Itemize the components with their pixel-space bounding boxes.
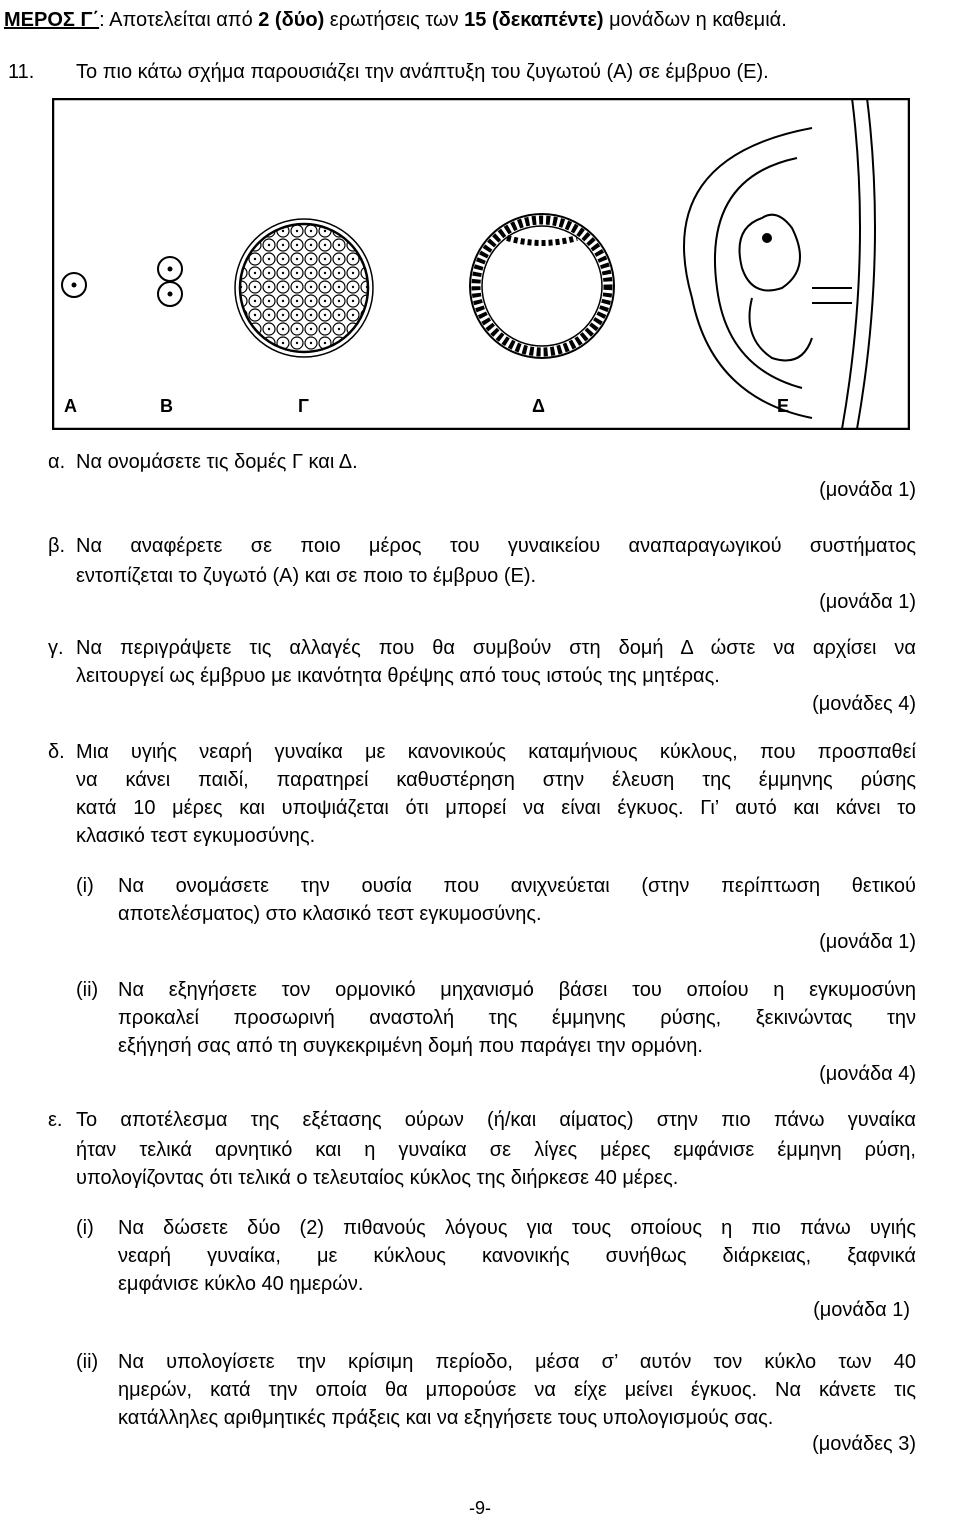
q11e-line1: Το αποτέλεσμα της εξέτασης ούρων (ή/και αίματος) στην πιο πάνω γυναίκα	[76, 1109, 916, 1131]
q11d-ii-line3: εξήγησή σας από τη συγκεκριμένη δομή που παράγει την ορμόνη.	[118, 1035, 703, 1057]
figure-label-g: Γ	[298, 396, 309, 416]
q11e-i-marker: (i)	[76, 1217, 94, 1239]
q11a-marks: (μονάδα 1)	[819, 479, 916, 501]
q11c-line1: Να περιγράψετε τις αλλαγές που θα συμβούν στη δομή Δ ώστε να αρχίσει να	[76, 637, 916, 659]
q11e-marker: ε.	[48, 1109, 63, 1131]
q11d-ii-marks: (μονάδα 4)	[819, 1063, 916, 1085]
q11c-marks: (μονάδες 4)	[812, 693, 916, 715]
q11d-ii-line2: προκαλεί προσωρινή αναστολή της έμμηνης ρύσης, ξεκινώντας την	[118, 1007, 916, 1029]
structure-a-zygote	[62, 273, 86, 297]
q11e-ii-marker: (ii)	[76, 1351, 99, 1373]
figure-label-e: Ε	[777, 396, 790, 416]
q11c-marker: γ.	[48, 637, 64, 659]
figure-label-d: Δ	[532, 396, 545, 416]
page-number: -9-	[469, 1498, 491, 1518]
q11d-i-marker: (i)	[76, 875, 94, 897]
q11e-line3: υπολογίζοντας ότι τελικά ο τελευταίος κύκλος της διήρκεσε 40 μέρες.	[76, 1167, 679, 1189]
structure-g-morula	[235, 219, 373, 357]
q11e-line2: ήταν τελικά αρνητικό και η γυναίκα σε λίγες μέρες εμφάνισε έμμηνη ρύση,	[76, 1139, 916, 1161]
q11e-ii-marks: (μονάδες 3)	[812, 1433, 916, 1455]
q11d-marker: δ.	[48, 741, 65, 763]
q11e-i-marks: (μονάδα 1)	[813, 1299, 910, 1321]
q11e-ii-line1: Να υπολογίσετε την κρίσιμη περίοδο, μέσα σ’ αυτόν τον κύκλο των 40	[118, 1351, 916, 1373]
structure-d-blastocyst	[470, 214, 614, 358]
q11b-line1: Να αναφέρετε σε ποιο μέρος του γυναικείου αναπαραγωγικού συστήματος	[76, 535, 916, 557]
q11e-i-line3: εμφάνισε κύκλο 40 ημερών.	[118, 1273, 364, 1295]
q11c-line2: λειτουργεί ως έμβρυο με ικανότητα θρέψης από τους ιστούς της μητέρας.	[76, 665, 720, 687]
q11a-marker: α.	[48, 451, 66, 473]
question-11-intro: Το πιο κάτω σχήμα παρουσιάζει την ανάπτυξη του ζυγωτού (Α) σε έμβρυο (Ε).	[76, 61, 769, 83]
q11d-line4: κλασικό τεστ εγκυμοσύνης.	[76, 825, 316, 847]
part-label: ΜΕΡΟΣ Γ΄	[4, 9, 100, 31]
figure-label-b: Β	[160, 396, 173, 416]
part-header: ΜΕΡΟΣ Γ΄: Αποτελείται από 2 (δύο) ερωτήσεις των 15 (δεκαπέντε) μονάδων η καθεμιά.	[4, 9, 787, 31]
q11b-marker: β.	[48, 535, 66, 557]
figure-label-a: Α	[64, 396, 77, 416]
q11e-ii-line3: κατάλληλες αριθμητικές πράξεις και να εξηγήσετε τους υπολογισμούς σας.	[118, 1407, 774, 1429]
q11e-i-line2: νεαρή γυναίκα, με κύκλους κανονικής συνήθως διάρκειας, ξαφνικά	[118, 1245, 916, 1267]
q11d-i-line1: Να ονομάσετε την ουσία που ανιχνεύεται (στην περίπτωση θετικού	[118, 875, 916, 897]
q11a-text: Να ονομάσετε τις δομές Γ και Δ.	[76, 451, 358, 473]
q11d-line2: να κάνει παιδί, παρατηρεί καθυστέρηση στην έλευση της έμμηνης ρύσης	[76, 769, 916, 791]
q11b-marks: (μονάδα 1)	[819, 591, 916, 613]
q11d-line1: Μια υγιής νεαρή γυναίκα με κανονικούς καταμήνιους κύκλους, που προσπαθεί	[76, 741, 916, 763]
q11d-line3: κατά 10 μέρες και υποψιάζεται ότι μπορεί να είναι έγκυος. Γι’ αυτό και κάνει το	[76, 797, 916, 819]
q11d-ii-line1: Να εξηγήσετε τον ορμονικό μηχανισμό βάσει του οποίου η εγκυμοσύνη	[118, 979, 916, 1001]
q11d-ii-marker: (ii)	[76, 979, 99, 1001]
question-11-number: 11.	[8, 61, 35, 83]
q11d-i-line2: αποτελέσματος) στο κλασικό τεστ εγκυμοσύνης.	[118, 903, 542, 925]
q11e-ii-line2: ημερών, κατά την οποία θα μπορούσε να είχε μείνει έγκυος. Να κάνετε τις	[118, 1379, 916, 1401]
q11b-line2: εντοπίζεται το ζυγωτό (Α) και σε ποιο το έμβρυο (Ε).	[76, 565, 537, 587]
embryo-development-figure	[52, 98, 910, 430]
q11d-i-marks: (μονάδα 1)	[819, 931, 916, 953]
q11e-i-line1: Να δώσετε δύο (2) πιθανούς λόγους για τους οποίους η πιο πάνω υγιής	[118, 1217, 916, 1239]
